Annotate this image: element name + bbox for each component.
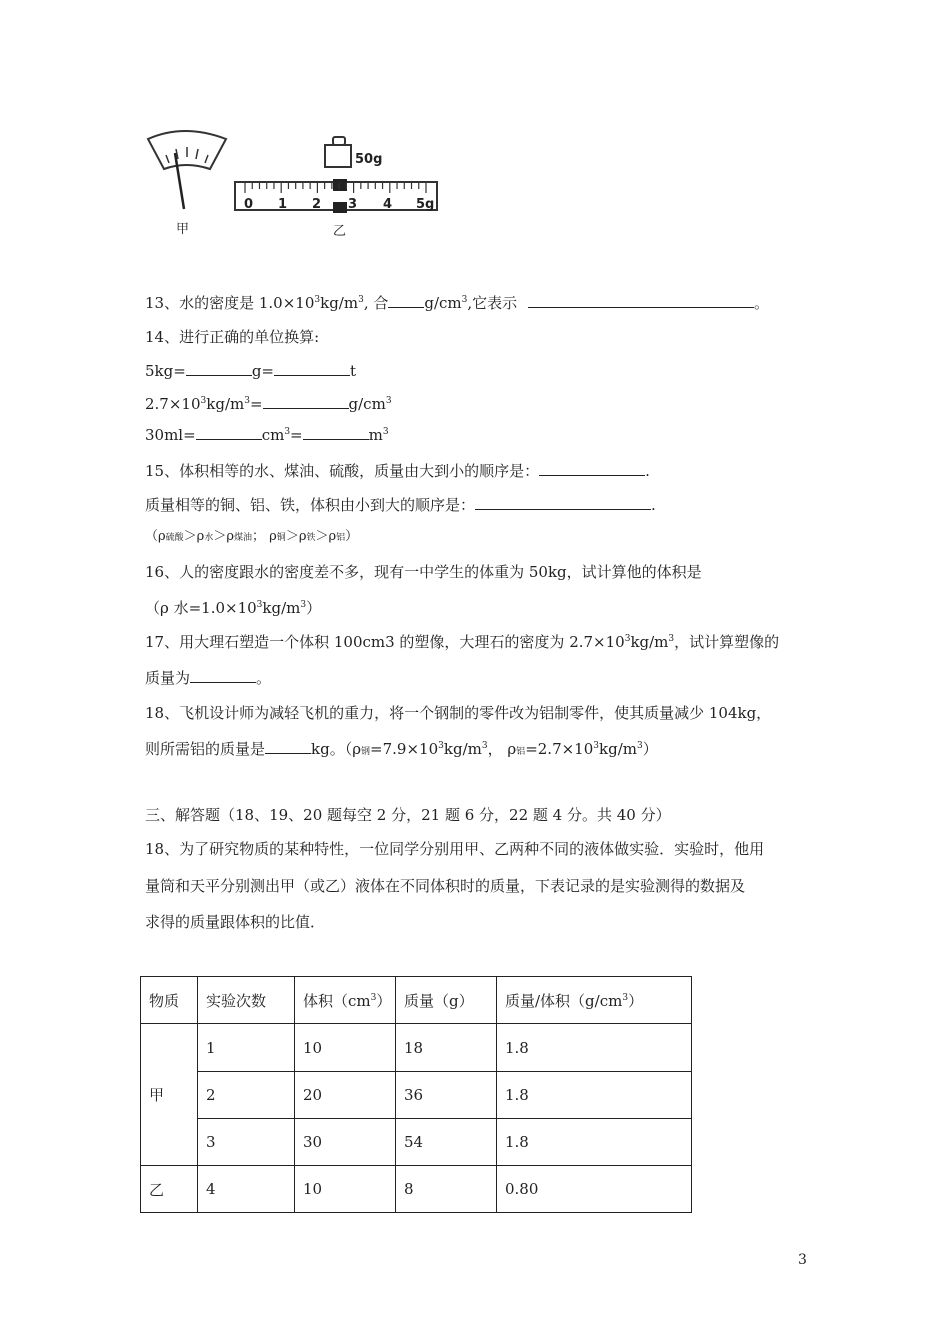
cell-volume: 10 [295, 1024, 396, 1072]
header-trial: 实验次数 [198, 977, 295, 1024]
cell-volume: 20 [295, 1072, 396, 1119]
answer-blank[interactable] [274, 360, 350, 376]
rider-bottom [333, 202, 347, 213]
ruler-tick-2: 2 [312, 197, 322, 212]
question-18b-line2: 量筒和天平分别测出甲（或乙）液体在不同体积时的质量，下表记录的是实验测得的数据及 [145, 877, 746, 895]
cell-volume: 10 [295, 1166, 396, 1213]
cell-ratio: 1.8 [497, 1024, 692, 1072]
answer-blank[interactable] [303, 424, 369, 440]
cell-substance-yi: 乙 [141, 1166, 198, 1213]
table-row [141, 1166, 692, 1213]
ruler-tick-5g: 5g [416, 197, 435, 212]
question-13: 13、水的密度是 $1.0\times 10^3kg/m^3$, 合 $g/cm^3$,它表示 。 [145, 294, 769, 312]
question-15-line2: 质量相等的铜、铝、铁，体积由小到大的顺序是： . [145, 496, 656, 514]
answer-blank[interactable] [186, 360, 252, 376]
cell-ratio: 1.8 [497, 1072, 692, 1119]
dial-gauge [148, 131, 226, 209]
cell-mass: 36 [396, 1072, 497, 1119]
question-18b-line1: 18、为了研究物质的某种特性，一位同学分别用甲、乙两种不同的液体做实验．实验时，他用 [145, 840, 765, 858]
table-row [141, 1024, 692, 1072]
answer-blank[interactable] [263, 393, 349, 409]
gauge-needle [175, 153, 184, 209]
page-number: 3 [798, 1252, 807, 1268]
cell-trial: 2 [198, 1072, 295, 1119]
weight-50g [325, 137, 351, 167]
data-table [140, 976, 692, 1213]
ruler-tick-3: 3 [348, 197, 358, 212]
weight-label: 50g [355, 152, 383, 167]
question-15-hint: （ρ硫酸＞ρ水＞ρ煤油； ρ铜＞ρ铁＞ρ铝） [145, 529, 359, 544]
answer-blank[interactable] [190, 667, 256, 683]
header-volume: 体积$(cm^3)$ [295, 977, 396, 1024]
rider-top [333, 179, 347, 191]
question-14-line3: $30ml= cm^3= m^3$ [145, 426, 389, 444]
cell-trial: 4 [198, 1166, 295, 1213]
cell-trial: 1 [198, 1024, 295, 1072]
question-16-line2: （ρ 水$=1.0\times 10^3kg/m^3$） [145, 599, 322, 617]
ruler-tick-4: 4 [383, 197, 393, 212]
section-3-heading: 三、解答题（18、19、20 题每空 2 分，21 题 6 分，22 题 4 分。共 40 分） [145, 806, 671, 824]
cell-substance-jia: 甲 [141, 1024, 198, 1166]
question-14-title: 14、进行正确的单位换算: [145, 328, 320, 346]
answer-blank[interactable] [528, 292, 754, 308]
cell-volume: 30 [295, 1119, 396, 1166]
ruler-tick-0: 0 [244, 197, 254, 212]
question-17-line1: 17、用大理石塑造一个体积 100cm3 的塑像，大理石的密度为 $2.7\times 10^3kg/m^3$，试计算塑像的 [145, 633, 780, 651]
balance-figure [140, 125, 450, 240]
cell-mass: 18 [396, 1024, 497, 1072]
question-15-line1: 15、体积相等的水、煤油、硫酸，质量由大到小的顺序是： . [145, 462, 650, 480]
question-18a-line2: 则所需铝的质量是 kg。（ρ钢$=7.9\times 10^3kg/m^3$， ρ铝$=2.7\times 10^3kg/m^3$） [145, 740, 658, 758]
label-yi: 乙 [333, 224, 347, 239]
cell-trial: 3 [198, 1119, 295, 1166]
question-14-line2: $2.7\times 10^3kg/m^3= g/cm^3$ [145, 395, 392, 413]
question-18a-line1: 18、飞机设计师为减轻飞机的重力，将一个钢制的零件改为铝制零件，使其质量减少 104kg， [145, 704, 772, 722]
cell-ratio: 1.8 [497, 1119, 692, 1166]
rider-ruler [235, 179, 437, 213]
header-substance: 物质 [141, 977, 198, 1024]
cell-mass: 54 [396, 1119, 497, 1166]
header-ratio: 质量/体积$(g/cm^3)$ [497, 977, 692, 1024]
question-18b-line3: 求得的质量跟体积的比值． [145, 913, 326, 931]
cell-mass: 8 [396, 1166, 497, 1213]
cell-ratio: 0.80 [497, 1166, 692, 1213]
table-row [141, 1072, 692, 1119]
header-mass: 质量（g） [396, 977, 497, 1024]
question-14-line1: 5kg= g= t [145, 362, 357, 380]
answer-blank[interactable] [539, 460, 645, 476]
question-16-line1: 16、人的密度跟水的密度差不多，现有一中学生的体重为 50kg，试计算他的体积是 [145, 563, 702, 581]
answer-blank[interactable] [196, 424, 262, 440]
table-row [141, 1119, 692, 1166]
answer-blank[interactable] [475, 494, 651, 510]
answer-blank[interactable] [388, 292, 424, 308]
ruler-tick-1: 1 [278, 197, 288, 212]
table-header-row [141, 977, 692, 1024]
question-17-line2: 质量为 。 [145, 669, 272, 687]
label-jia: 甲 [176, 222, 190, 237]
answer-blank[interactable] [265, 738, 311, 754]
